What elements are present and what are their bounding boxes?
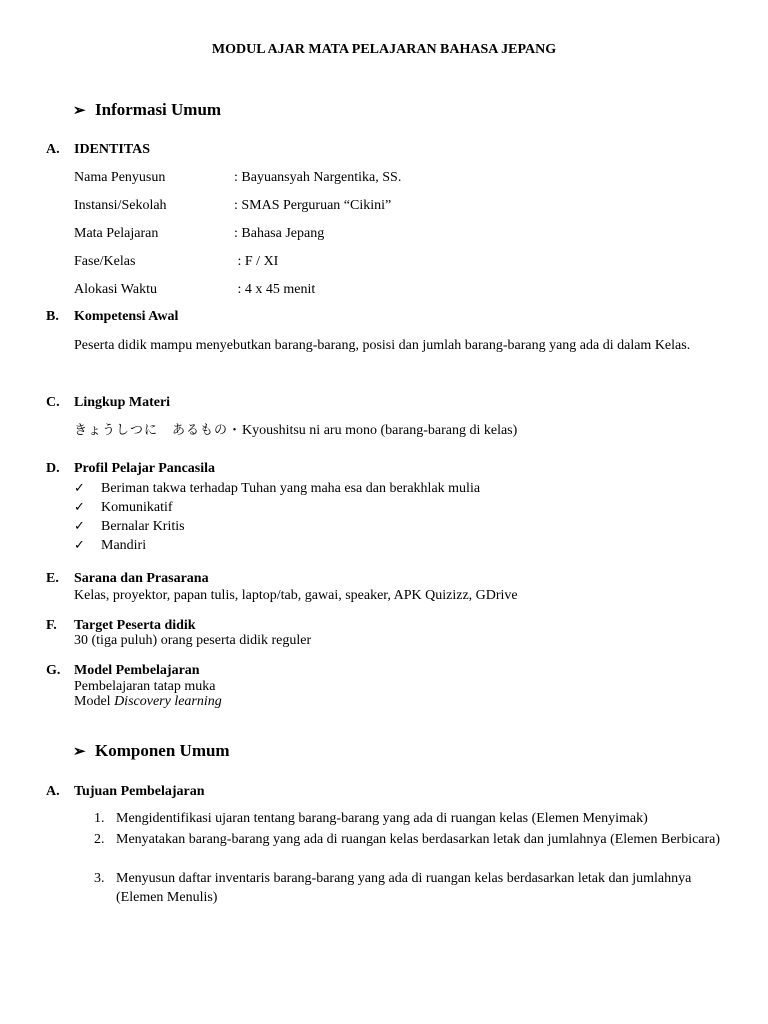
identitas-row: Mata Pelajaran : Bahasa Jepang bbox=[74, 226, 325, 241]
section-informasi-umum bbox=[73, 100, 221, 120]
checkmark-icon: ✓ bbox=[74, 519, 85, 534]
list-item: 1. Mengidentifikasi ujaran tentang barang-barang yang ada di ruangan kelas (Elemen Menyimak) bbox=[94, 811, 648, 826]
heading-profil-pelajar: D. Profil Pelajar Pancasila bbox=[46, 461, 216, 476]
list-item: ✓ Bernalar Kritis bbox=[74, 519, 185, 534]
identitas-row: Fase/Kelas : F / XI bbox=[74, 254, 279, 269]
japanese-text: きょうしつに あるもの・ bbox=[74, 423, 243, 438]
lingkup-text: きょうしつに あるもの・Kyoushitsu ni aru mono (barang-barang di kelas) bbox=[74, 423, 518, 438]
heading-tujuan-pembelajaran: A. Tujuan Pembelajaran bbox=[46, 784, 205, 799]
checkmark-icon: ✓ bbox=[74, 538, 85, 553]
checkmark-icon: ✓ bbox=[74, 500, 85, 515]
target-text: 30 (tiga puluh) orang peserta didik reguler bbox=[74, 633, 312, 648]
identitas-row: Nama Penyusun : Bayuansyah Nargentika, SS. bbox=[74, 170, 402, 185]
heading-kompetensi-awal: B. Kompetensi Awal bbox=[46, 309, 179, 324]
list-item: ✓ Mandiri bbox=[74, 538, 147, 553]
arrow-bullet-icon: ➢ bbox=[73, 744, 86, 760]
list-item: ✓ Beriman takwa terhadap Tuhan yang maha esa dan berakhlak mulia bbox=[74, 481, 481, 496]
document-title: MODUL AJAR MATA PELAJARAN BAHASA JEPANG bbox=[211, 42, 557, 57]
checkmark-icon: ✓ bbox=[74, 481, 85, 496]
heading-target-peserta: F. Target Peserta didik bbox=[46, 618, 196, 633]
model-line-2: Model Discovery learning bbox=[74, 694, 222, 709]
model-line-1: Pembelajaran tatap muka bbox=[74, 679, 216, 694]
heading-sarana-prasarana: E. Sarana dan Prasarana bbox=[46, 571, 209, 586]
section-label: Komponen Umum bbox=[95, 741, 230, 760]
heading-lingkup-materi: C. Lingkup Materi bbox=[46, 395, 171, 410]
identitas-row: Alokasi Waktu : 4 x 45 menit bbox=[74, 282, 316, 297]
list-item: 3. Menyusun daftar inventaris barang-barang yang ada di ruangan kelas berdasarkan letak dan jumlahnya (Elemen Menulis) bbox=[94, 871, 692, 905]
section-label: Informasi Umum bbox=[95, 100, 222, 119]
identitas-row: Instansi/Sekolah : SMAS Perguruan “Cikini” bbox=[74, 198, 392, 213]
arrow-bullet-icon: ➢ bbox=[73, 103, 86, 119]
list-item: ✓ Komunikatif bbox=[74, 500, 173, 515]
section-komponen-umum bbox=[73, 741, 230, 761]
heading-model-pembelajaran: G. Model Pembelajaran bbox=[46, 663, 200, 678]
sarana-text: Kelas, proyektor, papan tulis, laptop/tab, gawai, speaker, APK Quizizz, GDrive bbox=[74, 588, 518, 603]
kompetensi-text: Peserta didik mampu menyebutkan barang-barang, posisi dan jumlah barang-barang yang ada di dalam Kelas. bbox=[74, 338, 691, 353]
list-item: 2. Menyatakan barang-barang yang ada di ruangan kelas berdasarkan letak dan jumlahnya (Elemen Berbicara) bbox=[94, 832, 721, 847]
heading-identitas: A. IDENTITAS bbox=[46, 142, 150, 157]
